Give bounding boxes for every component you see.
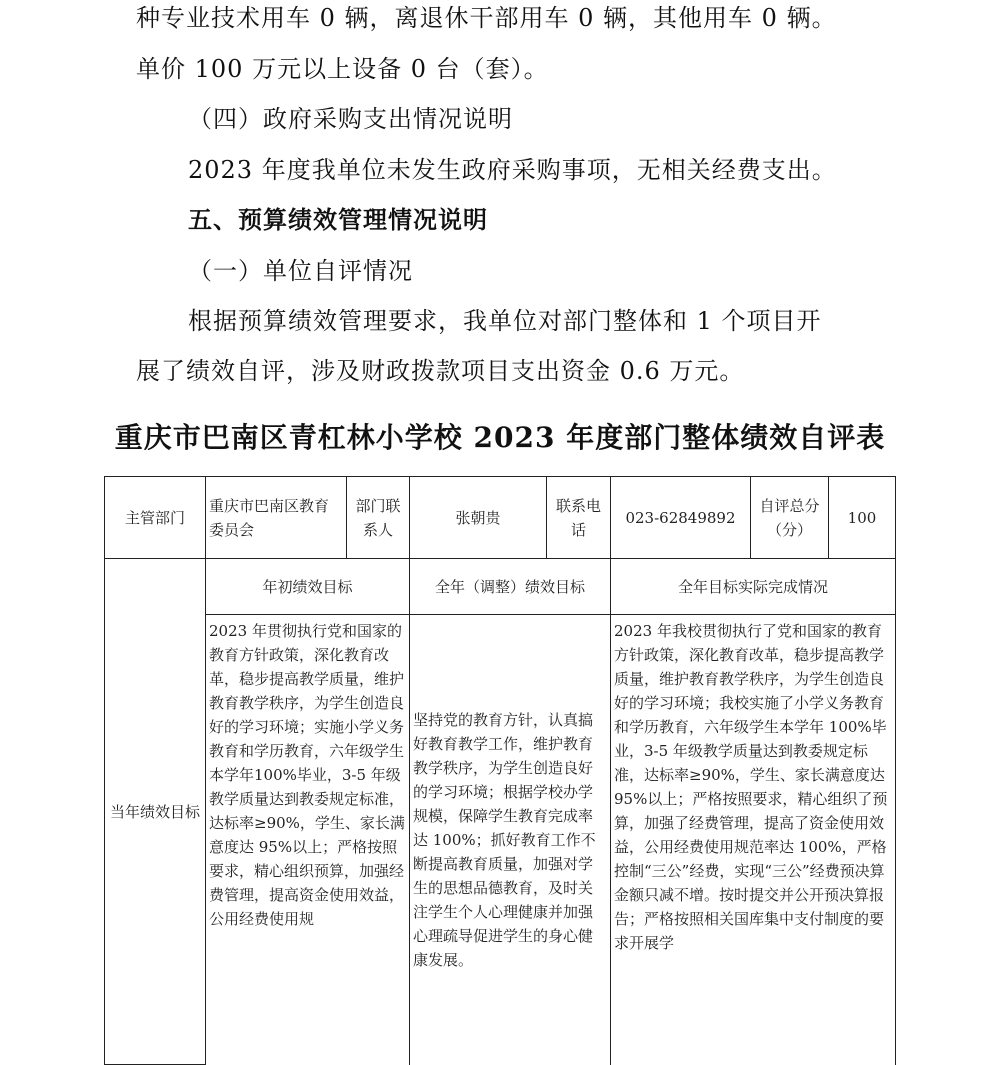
goals-row-label: 当年绩效目标 bbox=[105, 559, 206, 1065]
dept-value: 重庆市巴南区教育委员会 bbox=[206, 477, 347, 559]
adjusted-goal-text: 坚持党的教育方针，认真搞好教育教学工作，维护教育教学秩序，为学生创造良好的学习环境；根据学校办学规模，保障学生教育完成率达 100%；抓好教育工作不断提高教育质量，加强对学生的思想品德教育，及时关注学生个人心理健康并加强心理疏导促进学生的身心健康发展。 bbox=[410, 615, 611, 1065]
para-line-2: 单价 100 万元以上设备 0 台（套）。 bbox=[136, 55, 549, 83]
section-heading-4: （四）政府采购支出情况说明 bbox=[188, 105, 513, 133]
dept-label: 主管部门 bbox=[105, 477, 206, 559]
phone-value: 023-62849892 bbox=[611, 477, 751, 559]
section-heading-5: 五、预算绩效管理情况说明 bbox=[188, 205, 488, 234]
para-line-5: 展了绩效自评，涉及财政拨款项目支出资金 0.6 万元。 bbox=[136, 357, 745, 385]
contact-value: 张朝贵 bbox=[410, 477, 547, 559]
phone-label: 联系电话 bbox=[547, 477, 611, 559]
col-adjusted-goal: 全年（调整）绩效目标 bbox=[410, 559, 611, 615]
para-line-1: 种专业技术用车 0 辆，离退休干部用车 0 辆，其他用车 0 辆。 bbox=[136, 4, 837, 32]
actual-completion-text: 2023 年我校贯彻执行了党和国家的教育方针政策，深化教育改革，稳步提高教学质量，维护教育教学秩序，为学生创造良好的学习环境；我校实施了小学义务教育和学历教育，六年级学生本学年 100%毕业，3-5 年级教学质量达到教委规定标准，达标率≥90%，学生、家长满意度达 95%以上；严格按照要求，精心组织了预算，加强了经费管理，提高了资金使用效益，公用经费使用规范率达 100%，严格控制“三公”经费，实现“三公”经费预决算金额只减不增。按时提交并公开预决算报告；严格按照相关国库集中支付制度的要求开展学 bbox=[611, 615, 896, 1065]
col-actual-completion: 全年目标实际完成情况 bbox=[611, 559, 896, 615]
score-label: 自评总分（分） bbox=[751, 477, 829, 559]
goals-header-row bbox=[105, 559, 896, 615]
subsection-heading-1: （一）单位自评情况 bbox=[188, 257, 413, 285]
col-initial-goal: 年初绩效目标 bbox=[206, 559, 410, 615]
goals-content-row bbox=[105, 615, 896, 1065]
header-row bbox=[105, 477, 896, 559]
score-value: 100 bbox=[829, 477, 896, 559]
self-evaluation-table bbox=[104, 476, 896, 1065]
para-line-4: 根据预算绩效管理要求，我单位对部门整体和 1 个项目开 bbox=[188, 307, 822, 335]
contact-label: 部门联系人 bbox=[347, 477, 410, 559]
para-line-3: 2023 年度我单位未发生政府采购事项，无相关经费支出。 bbox=[188, 156, 837, 184]
initial-goal-text: 2023 年贯彻执行党和国家的教育方针政策，深化教育改革，稳步提高教学质量，维护教育教学秩序，为学生创造良好的学习环境；实施小学义务教育和学历教育，六年级学生本学年100%毕业，3-5 年级教学质量达到教委规定标准，达标率≥90%，学生、家长满意度达 95%以上；严格按照要求，精心组织预算，加强经费管理，提高资金使用效益，公用经费使用规 bbox=[206, 615, 410, 1065]
table-title: 重庆市巴南区青杠林小学校 2023 年度部门整体绩效自评表 bbox=[114, 421, 886, 454]
